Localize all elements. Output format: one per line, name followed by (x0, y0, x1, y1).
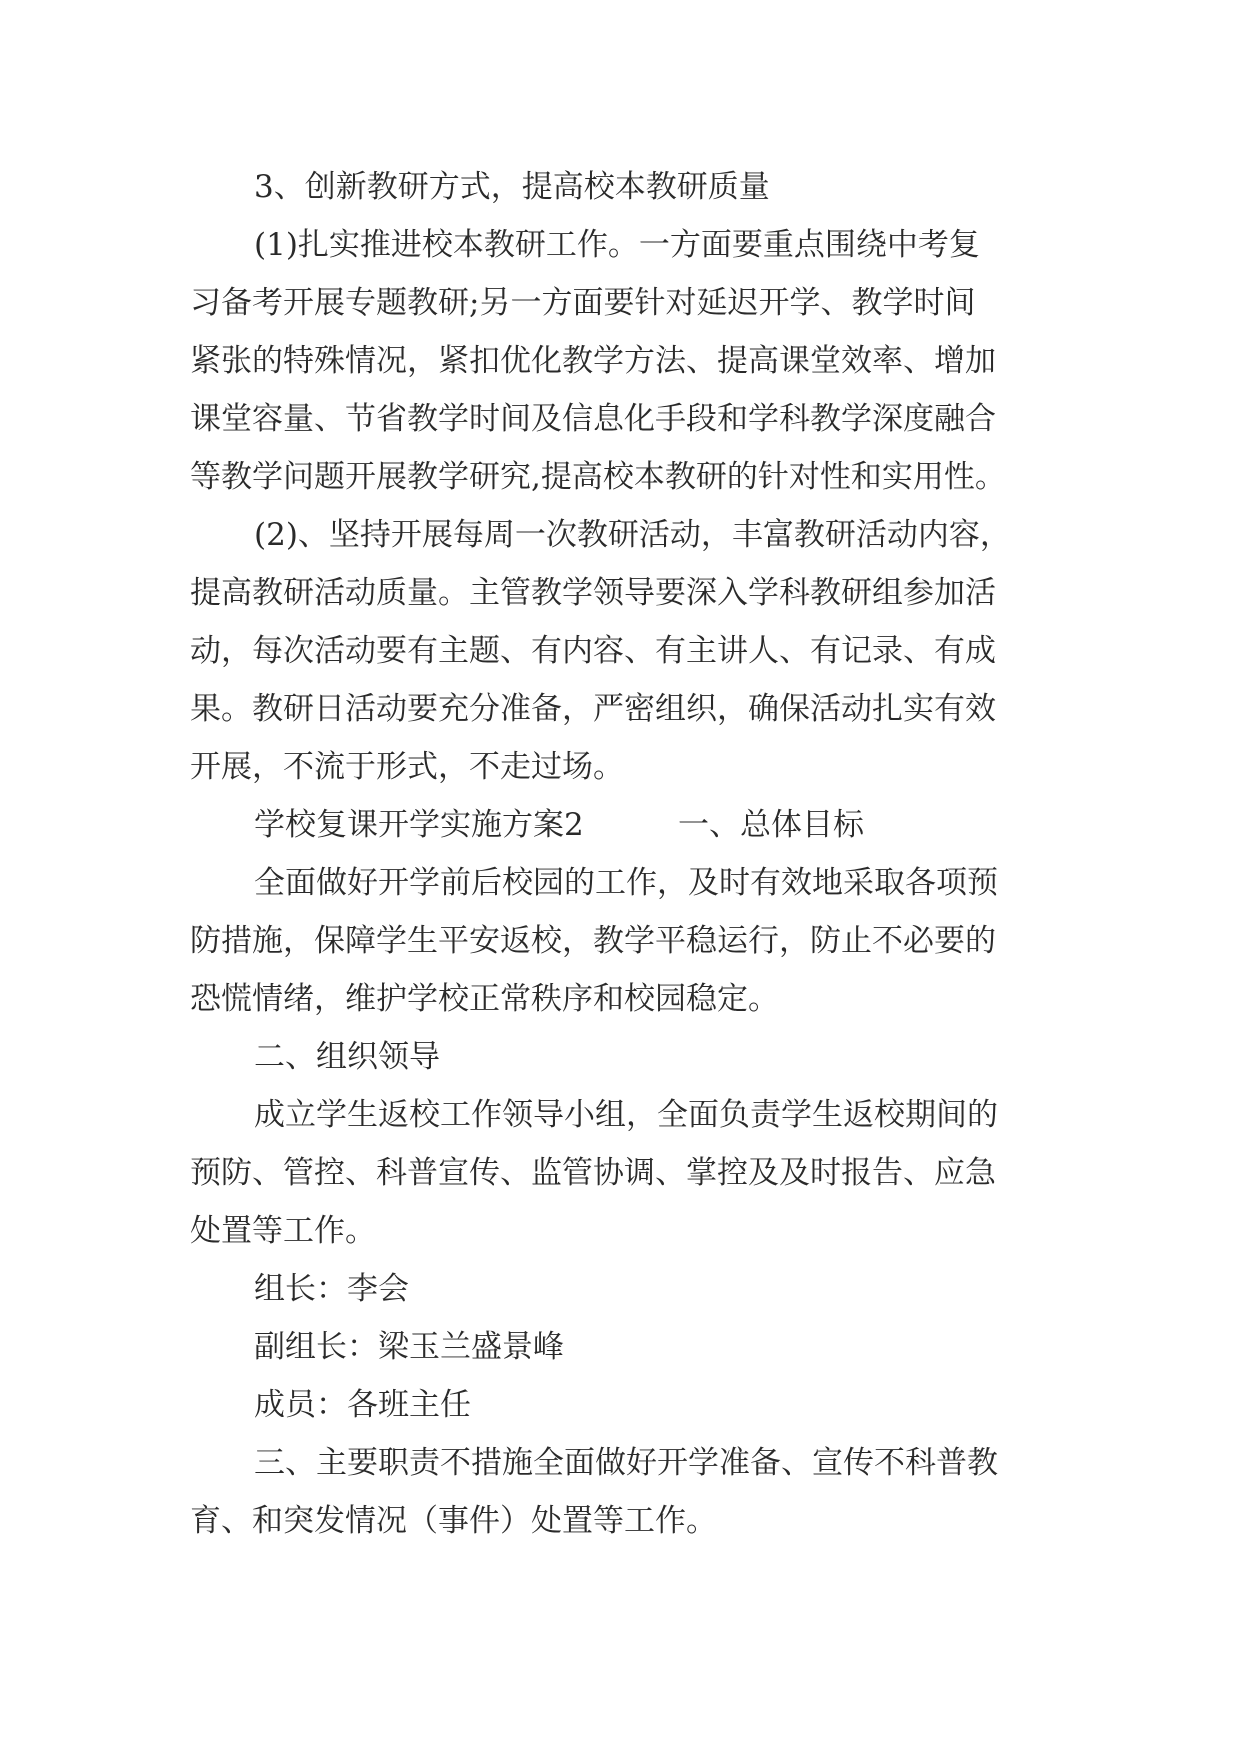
paragraph-line: 开展，不流于形式，不走过场。 (190, 749, 624, 785)
group-members: 成员：各班主任 (254, 1387, 471, 1423)
paragraph-line: 育、和突发情况（事件）处置等工作。 (190, 1503, 717, 1539)
paragraph-line: 预防、管控、科普宣传、监管协调、掌控及及时报告、应急 (190, 1155, 996, 1191)
section-heading-teaching-research: 3、创新教研方式，提高校本教研质量 (254, 169, 770, 205)
deputy-group-leader: 副组长：梁玉兰盛景峰 (254, 1329, 564, 1365)
paragraph-line: 习备考开展专题教研;另一方面要针对延迟开学、教学时间 (190, 285, 976, 321)
document-subtitle: 学校复课开学实施方案2 (254, 807, 584, 843)
paragraph-line: (1)扎实推进校本教研工作。一方面要重点围绕中考复 (254, 227, 980, 263)
paragraph-line: 恐慌情绪，维护学校正常秩序和校园稳定。 (190, 981, 779, 1017)
paragraph-line: 防措施，保障学生平安返校，教学平稳运行，防止不必要的 (190, 923, 996, 959)
paragraph-line: 果。教研日活动要充分准备，严密组织，确保活动扎实有效 (190, 691, 996, 727)
paragraph-line: 提高教研活动质量。主管教学领导要深入学科教研组参加活 (190, 575, 996, 611)
paragraph-line: 课堂容量、节省教学时间及信息化手段和学科教学深度融合 (190, 401, 996, 437)
paragraph-line: 动，每次活动要有主题、有内容、有主讲人、有记录、有成 (190, 633, 996, 669)
paragraph-line: 紧张的特殊情况，紧扣优化教学方法、提高课堂效率、增加 (190, 343, 996, 379)
paragraph-line: 等教学问题开展教学研究,提高校本教研的针对性和实用性。 (190, 459, 1006, 495)
section-heading-responsibilities: 三、主要职责不措施全面做好开学准备、宣传不科普教 (254, 1445, 998, 1481)
section-heading-overall-goal: 一、总体目标 (678, 807, 864, 843)
paragraph-line: 处置等工作。 (190, 1213, 376, 1249)
paragraph-line: 全面做好开学前后校园的工作，及时有效地采取各项预 (254, 865, 998, 901)
section-heading-organization: 二、组织领导 (254, 1039, 440, 1075)
group-leader: 组长：李会 (254, 1271, 409, 1307)
paragraph-line: 成立学生返校工作领导小组，全面负责学生返校期间的 (254, 1097, 998, 1133)
paragraph-line: (2)、坚持开展每周一次教研活动，丰富教研活动内容， (254, 517, 1011, 553)
